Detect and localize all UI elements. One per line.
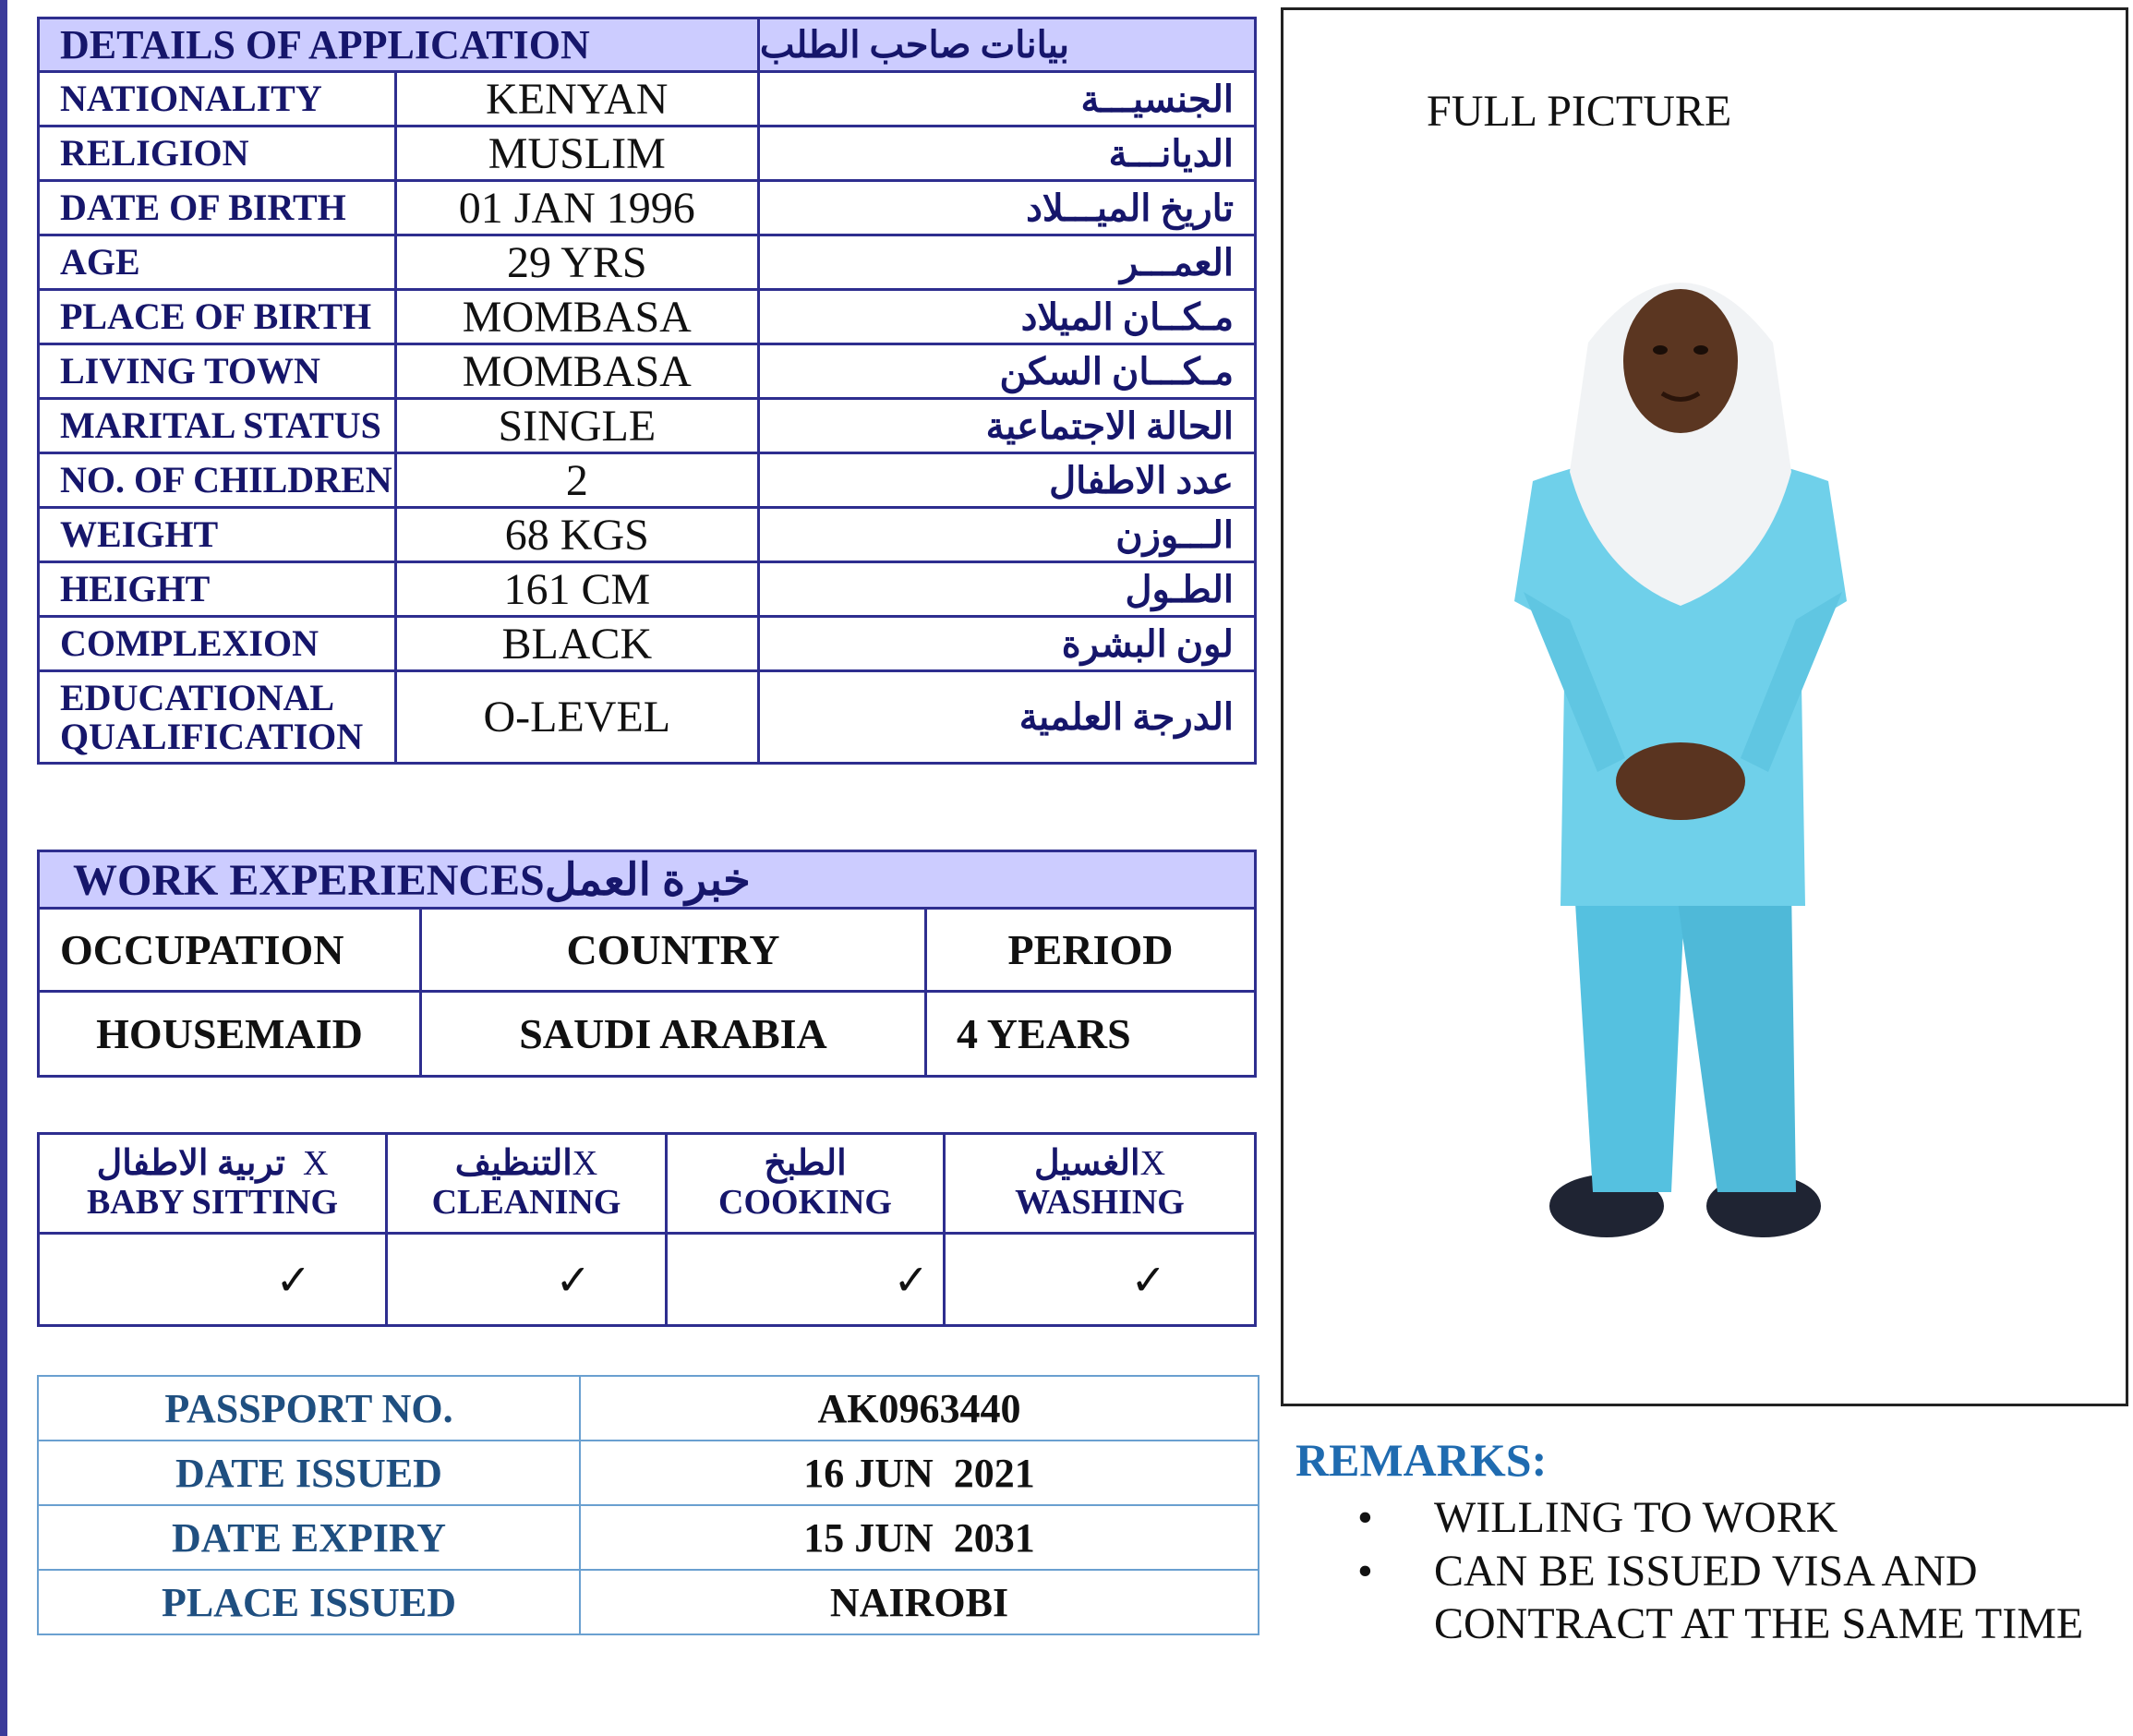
- detail-label-line: EDUCATIONAL: [60, 676, 335, 718]
- detail-label-arabic: الديانـــة: [758, 127, 1255, 181]
- detail-label: MARITAL STATUS: [39, 399, 396, 453]
- detail-value: SINGLE: [395, 399, 758, 453]
- passport-value: 15 JUN 2031: [580, 1505, 1259, 1570]
- passport-row-date-expiry: [38, 1505, 1259, 1570]
- remarks-title: REMARKS:: [1295, 1434, 1548, 1486]
- work-period: 4 YEARS: [926, 992, 1256, 1077]
- skills-table: [37, 1132, 1257, 1327]
- detail-label-arabic: الجنسيـــة: [758, 72, 1255, 127]
- detail-row-nationality: [39, 72, 1256, 127]
- skill-arabic: الغسيل: [1033, 1143, 1140, 1183]
- bullet-icon: •: [1357, 1493, 1373, 1542]
- passport-value: NAIROBI: [580, 1570, 1259, 1634]
- detail-value: 161 CM: [395, 562, 758, 617]
- passport-label: PASSPORT NO.: [38, 1376, 580, 1441]
- passport-label: DATE EXPIRY: [38, 1505, 580, 1570]
- work-column-row: [39, 909, 1256, 992]
- skill-english: CLEANING: [431, 1182, 621, 1222]
- remark-item: [1357, 1545, 2133, 1650]
- skill-mark: X: [302, 1143, 329, 1183]
- skill-english: BABY SITTING: [86, 1182, 339, 1222]
- detail-label: AGE: [39, 235, 396, 290]
- skill-arabic-line: [41, 1145, 384, 1184]
- work-title-arabic: خبرة العمل: [544, 855, 751, 905]
- work-occupation: HOUSEMAID: [39, 992, 421, 1077]
- skill-arabic-line: [946, 1145, 1253, 1184]
- column-header-country: COUNTRY: [421, 909, 926, 992]
- remark-text: CAN BE ISSUED VISA AND CONTRACT AT THE SAME TIME: [1434, 1547, 2084, 1648]
- details-title: DETAILS OF APPLICATION: [39, 18, 759, 72]
- applicant-photo: [1487, 241, 1874, 1275]
- skills-header-row: [39, 1134, 1256, 1234]
- remark-item: [1357, 1491, 2133, 1544]
- skill-arabic: تربية الاطفال: [96, 1143, 285, 1183]
- detail-row-religion: [39, 127, 1256, 181]
- remark-text: WILLING TO WORK: [1434, 1493, 1838, 1542]
- skill-baby-sitting: [39, 1134, 387, 1234]
- skill-mark: X: [1139, 1143, 1166, 1183]
- passport-table: [37, 1375, 1259, 1635]
- detail-label-arabic: عدد الاطفال: [758, 453, 1255, 508]
- skill-cleaning: [387, 1134, 667, 1234]
- skill-english: COOKING: [718, 1182, 892, 1222]
- checkmark-icon: ✓: [667, 1234, 945, 1326]
- detail-row-complexion: [39, 617, 1256, 671]
- detail-label: NATIONALITY: [39, 72, 396, 127]
- detail-label: HEIGHT: [39, 562, 396, 617]
- application-details-table: [37, 17, 1257, 765]
- work-country: SAUDI ARABIA: [421, 992, 926, 1077]
- skill-arabic: الطبخ: [764, 1143, 847, 1183]
- checkmark-icon: ✓: [945, 1234, 1256, 1326]
- detail-label-arabic: لون البشرة: [758, 617, 1255, 671]
- detail-row-weight: [39, 508, 1256, 562]
- skill-arabic: التنظيف: [454, 1143, 572, 1183]
- photo-caption: FULL PICTURE: [1427, 87, 1732, 136]
- skill-english: WASHING: [1015, 1182, 1185, 1222]
- detail-label-arabic: الـــوزن: [758, 508, 1255, 562]
- detail-label-arabic: تاريخ الميـــلاد: [758, 181, 1255, 235]
- left-page-rule: [0, 0, 7, 1736]
- details-title-arabic: بيانات صاحب الطلب: [758, 18, 1255, 72]
- detail-value: MUSLIM: [395, 127, 758, 181]
- detail-label: NO. OF CHILDREN: [39, 453, 396, 508]
- detail-label: COMPLEXION: [39, 617, 396, 671]
- detail-label: PLACE OF BIRTH: [39, 290, 396, 344]
- detail-row-children: [39, 453, 1256, 508]
- detail-label-arabic: الدرجة العلمية: [758, 671, 1255, 764]
- detail-label: WEIGHT: [39, 508, 396, 562]
- passport-label: PLACE ISSUED: [38, 1570, 580, 1634]
- detail-row-place-of-birth: [39, 290, 1256, 344]
- passport-row-number: [38, 1376, 1259, 1441]
- work-title-english: WORK EXPERIENCES: [73, 855, 545, 905]
- detail-value: 2: [395, 453, 758, 508]
- skill-arabic-line: [669, 1145, 942, 1184]
- column-header-period: PERIOD: [926, 909, 1256, 992]
- detail-value: BLACK: [395, 617, 758, 671]
- full-picture-frame: [1281, 7, 2128, 1406]
- detail-label: DATE OF BIRTH: [39, 181, 396, 235]
- detail-value: 29 YRS: [395, 235, 758, 290]
- passport-row-date-issued: [38, 1441, 1259, 1505]
- skill-cooking: [667, 1134, 945, 1234]
- detail-row-date-of-birth: [39, 181, 1256, 235]
- detail-label-line: QUALIFICATION: [60, 715, 364, 757]
- work-entry-row: [39, 992, 1256, 1077]
- detail-label: LIVING TOWN: [39, 344, 396, 399]
- detail-label: RELIGION: [39, 127, 396, 181]
- passport-row-place-issued: [38, 1570, 1259, 1634]
- detail-value: O-LEVEL: [395, 671, 758, 764]
- detail-value: 68 KGS: [395, 508, 758, 562]
- work-title: [39, 851, 1256, 909]
- checkmark-icon: ✓: [387, 1234, 667, 1326]
- detail-value: KENYAN: [395, 72, 758, 127]
- checkmark-icon: ✓: [39, 1234, 387, 1326]
- passport-value: AK0963440: [580, 1376, 1259, 1441]
- detail-row-age: [39, 235, 1256, 290]
- detail-label-arabic: الطـول: [758, 562, 1255, 617]
- work-header-row: [39, 851, 1256, 909]
- detail-row-height: [39, 562, 1256, 617]
- remarks-list: [1357, 1491, 2133, 1651]
- details-header-row: [39, 18, 1256, 72]
- detail-row-living-town: [39, 344, 1256, 399]
- detail-label-arabic: الحالة الاجتماعية: [758, 399, 1255, 453]
- detail-value: 01 JAN 1996: [395, 181, 758, 235]
- column-header-occupation: OCCUPATION: [39, 909, 421, 992]
- detail-value: MOMBASA: [395, 290, 758, 344]
- detail-label-arabic: مـكــان الميلاد: [758, 290, 1255, 344]
- detail-label-arabic: مـكـــان السكن: [758, 344, 1255, 399]
- bullet-icon: •: [1357, 1547, 1373, 1596]
- detail-row-education: [39, 671, 1256, 764]
- skill-washing: [945, 1134, 1256, 1234]
- skill-mark: X: [572, 1143, 598, 1183]
- skill-arabic-line: [389, 1145, 664, 1184]
- work-experience-table: [37, 850, 1257, 1078]
- passport-label: DATE ISSUED: [38, 1441, 580, 1505]
- detail-value: MOMBASA: [395, 344, 758, 399]
- detail-label: [39, 671, 396, 764]
- detail-row-marital-status: [39, 399, 1256, 453]
- skills-check-row: [39, 1234, 1256, 1326]
- detail-label-arabic: العمـــر: [758, 235, 1255, 290]
- passport-value: 16 JUN 2021: [580, 1441, 1259, 1505]
